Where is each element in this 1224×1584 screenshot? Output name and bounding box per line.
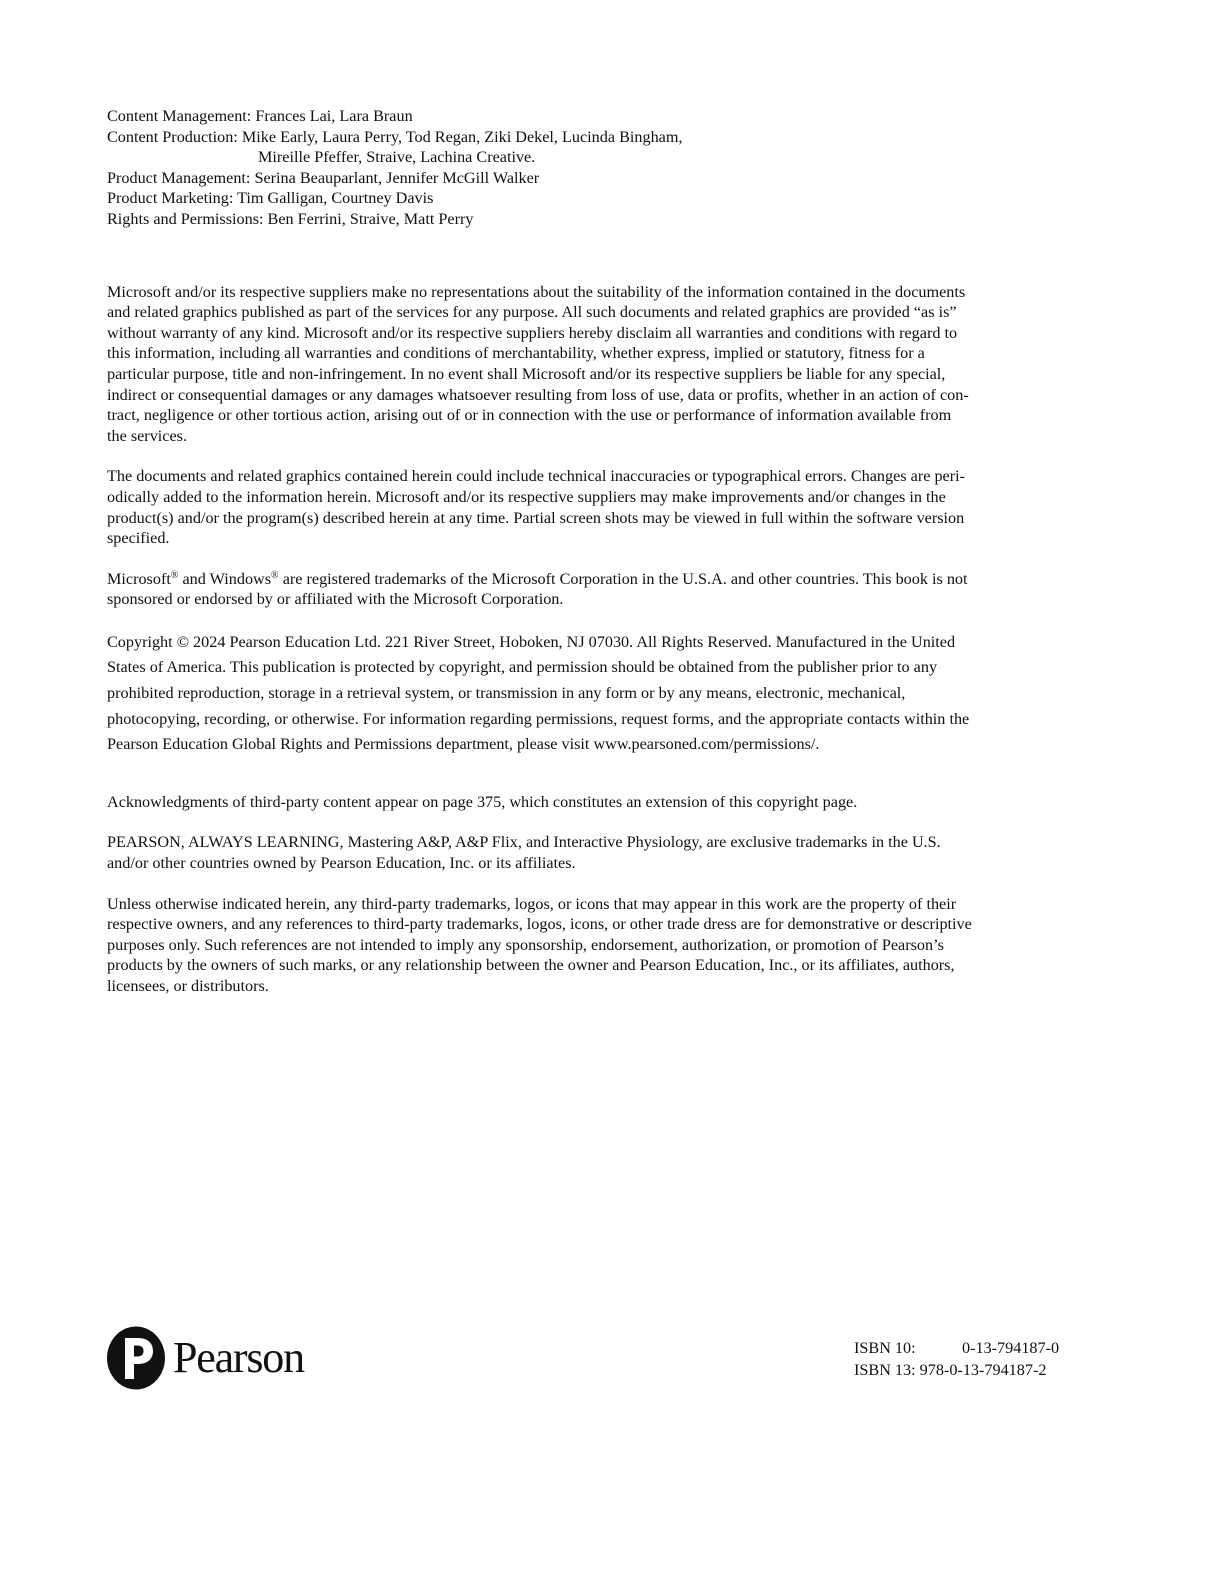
text-line: the services. [107,426,188,445]
text-line: and related graphics published as part of the services for any purpose. All such documents and related graphics are provided “as is” [107,303,957,322]
registered-mark: ® [271,569,279,581]
credit-line: Product Marketing: Tim Galligan, Courtney Davis [107,189,434,208]
credit-line: Mireille Pfeffer, Straive, Lachina Creative. [258,148,536,167]
text-line: States of America. This publication is protected by copyright, and permission should be obtained from the publisher prior to any [107,658,938,677]
text-line: respective owners, and any references to third-party trademarks, logos, icons, or other trade dress are for demonstrative or descriptive [107,915,972,934]
text-line: photocopying, recording, or otherwise. For information regarding permissions, request forms, and the appropriate contacts within the [107,709,970,728]
isbn-block [854,1337,1059,1381]
isbn-10-label: ISBN 10: [854,1339,916,1357]
text-line: licensees, or distributors. [107,977,269,995]
text-line: sponsored or endorsed by or affiliated with the Microsoft Corporation. [107,590,564,609]
text-line: Pearson Education Global Rights and Permissions department, please visit www.pearsoned.com/permissions/. [107,735,820,754]
registered-mark: ® [170,569,179,581]
text-line: Microsoft and/or its respective suppliers make no representations about the suitability of the information contained in the documents [107,282,966,301]
text-line: The documents and related graphics contained herein could include technical inaccuracies or typographical errors. Changes are peri- [107,467,966,486]
text-line: Unless otherwise indicated herein, any third-party trademarks, logos, or icons that may appear in this work are the property of their [107,894,957,913]
pearson-logo [107,1326,304,1390]
text-line: odically added to the information herein. Microsoft and/or its respective suppliers may make improvements and/or changes in the [107,487,946,506]
text-line: PEARSON, ALWAYS LEARNING, Mastering A&P, A&P Flix, and Interactive Physiology, are exclusive trademarks in the U.S. [107,833,941,852]
isbn-10-row [854,1337,1059,1359]
text-line: this information, including all warranties and conditions of merchantability, whether express, implied or statutory, fitness for a [107,344,925,363]
pearson-trademark-notice [107,832,1072,873]
text-line [107,569,1072,590]
isbn-10-value: 0-13-794187-0 [962,1339,1060,1357]
text-line: Copyright © 2024 Pearson Education Ltd. 221 River Street, Hoboken, NJ 07030. All Rights Reserved. Manufactured in the United [107,632,956,651]
isbn-13-row [854,1359,1059,1381]
copyright-page [107,106,1072,997]
text-line: without warranty of any kind. Microsoft and/or its respective suppliers hereby disclaim all warranties and conditions with regard to [107,323,958,342]
acknowledgments-notice [107,792,1072,813]
text-line: purposes only. Such references are not intended to imply any sponsorship, endorsement, authorization, or promotion of Pearson’s [107,935,944,954]
copyright-notice [107,630,1072,758]
microsoft-name: Microsoft [107,569,171,588]
production-credits [107,106,1072,230]
credit-line: Content Management: Frances Lai, Lara Braun [107,107,413,125]
third-party-trademark-notice [107,894,1072,997]
text-line: and/or other countries owned by Pearson Education, Inc. or its affiliates. [107,854,576,873]
credit-line: Rights and Permissions: Ben Ferrini, Straive, Matt Perry [107,209,474,228]
credit-line: Product Management: Serina Beauparlant, Jennifer McGill Walker [107,168,540,187]
text-line: tract, negligence or other tortious action, arising out of or in connection with the use or performance of information available from [107,406,952,425]
microsoft-warranty-disclaimer [107,282,1072,447]
credit-line: Content Production: Mike Early, Laura Perry, Tod Regan, Ziki Dekel, Lucinda Bingham, [107,127,683,146]
technical-accuracy-notice [107,466,1072,548]
text-fragment: are registered trademarks of the Microsoft Corporation in the U.S.A. and other countries. This book is not [278,569,968,588]
text-fragment: and [178,569,210,588]
pearson-p-logo-icon [107,1326,165,1390]
isbn-13-label: ISBN 13: [854,1361,916,1379]
text-line: prohibited reproduction, storage in a retrieval system, or transmission in any form or by any means, electronic, mechanical, [107,684,906,703]
text-line: particular purpose, title and non-infringement. In no event shall Microsoft and/or its respective suppliers be liable for any special, [107,364,946,383]
text-line: indirect or consequential damages or any damages whatsoever resulting from loss of use, data or profits, whether in an action of con- [107,385,969,404]
text-line: product(s) and/or the program(s) described herein at any time. Partial screen shots may be viewed in full within the software version [107,508,965,527]
pearson-wordmark: Pearson [173,1333,304,1382]
microsoft-trademark-notice [107,569,1072,610]
text-line: products by the owners of such marks, or any relationship between the owner and Pearson Education, Inc., or its affiliates, authors, [107,956,955,975]
isbn-13-value: 978-0-13-794187-2 [919,1361,1047,1379]
text-line: Acknowledgments of third-party content appear on page 375, which constitutes an extension of this copyright page. [107,792,858,811]
text-line: specified. [107,529,170,548]
windows-name: Windows [209,569,272,588]
